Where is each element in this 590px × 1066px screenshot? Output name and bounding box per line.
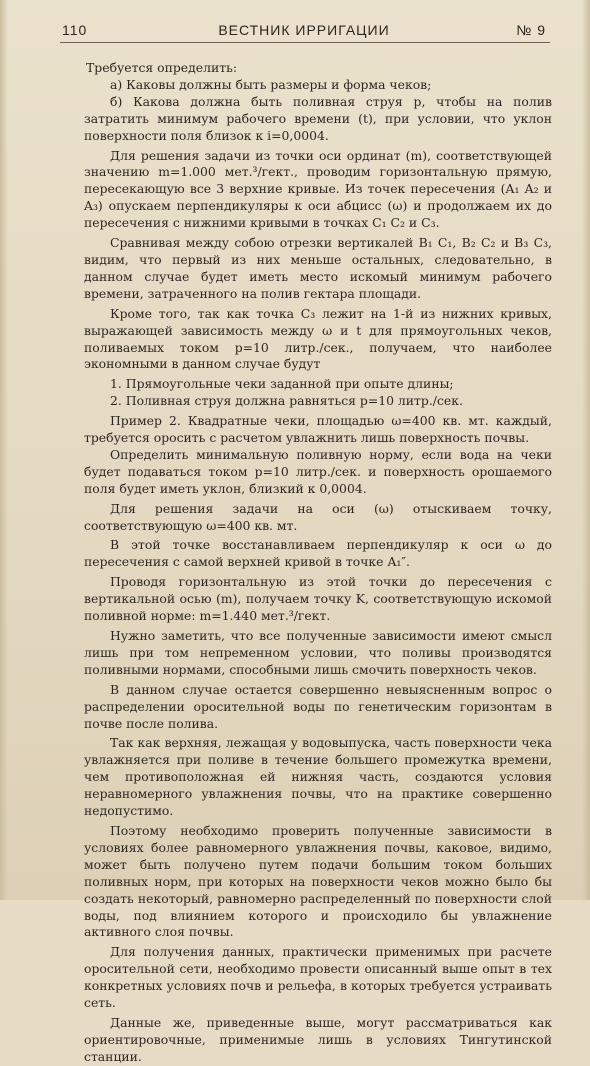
paragraph-question-b: б) Какова должна быть поливная струя p, чтобы на полив затратить минимум рабочего времени (t), при условии, что уклон поверхности поля близок к i=0,0004. — [84, 93, 552, 143]
article-body — [84, 60, 552, 1066]
paragraph-verify: Поэтому необходимо проверить полученные зависимости в условиях более равномерного увлажнения почвы, каковое, видимо, может быть получено путем подачи большим током больших поливных норм, при которых на поверхности чеков можно было бы создать некоторый, равномерно распределенный по поверхности слой воды, под влиянием которого и происходило бы увлажнение активного слоя почвы. — [84, 822, 552, 940]
paragraph-conclusion: Кроме того, так как точка C₃ лежит на 1-й из нижних кривых, выражающей зависимость между ω и t для прямоугольных чеков, поливаемых током p=10 литр./сек., получаем, что наиболее экономными в данном случае будут — [84, 305, 552, 372]
paragraph-perpendicular: В этой точке восстанавливаем перпендикуляр к оси ω до пересечения с самой верхней кривой в точке A₁″. — [84, 537, 552, 570]
paragraph-requirement: Требуется определить: — [86, 60, 238, 75]
page-right-edge-shadow — [582, 0, 590, 900]
header-rule — [60, 42, 550, 43]
paragraph-define-norm: Определить минимальную поливную норму, если вода на чеки будет подаваться током p=10 литр./сек. и поверхность орошаемого поля будет иметь уклон, близкий к 0,0004. — [84, 446, 552, 496]
issue-number: № 9 — [516, 22, 546, 38]
paragraph-comparison: Сравнивая между собою отрезки вертикалей B₁ C₁, B₂ C₂ и B₃ C₃, видим, что первый из них меньше остальных, следовательно, в данном случае будет иметь место искомый минимум рабочего времени, затраченного на полив гектара площади. — [84, 235, 552, 301]
running-header — [62, 18, 546, 40]
paragraph-unresolved: В данном случае остается совершенно невыясненным вопрос о распределении оросительной воды по генетическим горизонтам в почве после полива. — [84, 681, 552, 731]
paragraph-upper-part: Так как верхняя, лежащая у водовыпуска, часть поверхности чека увлажняется при поливе в течение большего промежутка времени, чем противоположная ей нижняя часть, создаются условия неравномерного увлажнения почвы, что на практике совершенно недопустимо. — [84, 735, 552, 819]
paragraph-solution-1: Для решения задачи из точки оси ординат (m), соответствующей значению m=1.000 мет.³/гект., проводим горизонтальную прямую, пересекающую все 3 верхние кривые. Из точек пересечения (A₁ A₂ и A₃) опускаем перпендикуляры к оси абцисс (ω) и продолжаем их до пересечения с нижними кривыми в точках C₁ C₂ и C₃. — [84, 147, 552, 231]
paragraph-final: Данные же, приведенные выше, могут рассматриваться как ориентировочные, применимые лишь в условиях Тингутинской станции. — [84, 1014, 552, 1064]
paragraph-note: Нужно заметить, что все полученные зависимости имеют смысл лишь при том непременном условии, что поливы производятся поливными нормами, способными лишь смочить поверхность чеков. — [84, 628, 552, 677]
paragraph-solution-2: Для решения задачи на оси (ω) отыскиваем точку, соответствующую ω=400 кв. мт. — [84, 500, 552, 533]
list-item-1: 1. Прямоугольные чеки заданной при опыте длины; — [110, 376, 454, 392]
paragraph-example-2: Пример 2. Квадратные чеки, площадью ω=400 кв. мт. каждый, требуется оросить с расчетом увлажнить лишь поверхность почвы. — [84, 413, 552, 446]
paragraph-horizontal: Проводя горизонтальную из этой точки до пересечения с вертикальной осью (m), получаем точку K, соответствующую искомой поливной норме: m=1.440 мет.³/гект. — [84, 574, 552, 624]
page-left-edge-shadow — [0, 0, 8, 900]
paragraph-network: Для получения данных, практически применимых при расчете оросительной сети, необходимо провести описанный выше опыт в тех конкретных условиях почв и рельефа, в которых требуется устраивать сеть. — [84, 944, 552, 1011]
paragraph-question-a: а) Каковы должны быть размеры и форма чеков; — [110, 76, 432, 92]
journal-title: ВЕСТНИК ИРРИГАЦИИ — [218, 22, 390, 38]
page-number: 110 — [62, 22, 88, 38]
list-item-2: 2. Поливная струя должна равняться p=10 литр./сек. — [110, 393, 463, 409]
